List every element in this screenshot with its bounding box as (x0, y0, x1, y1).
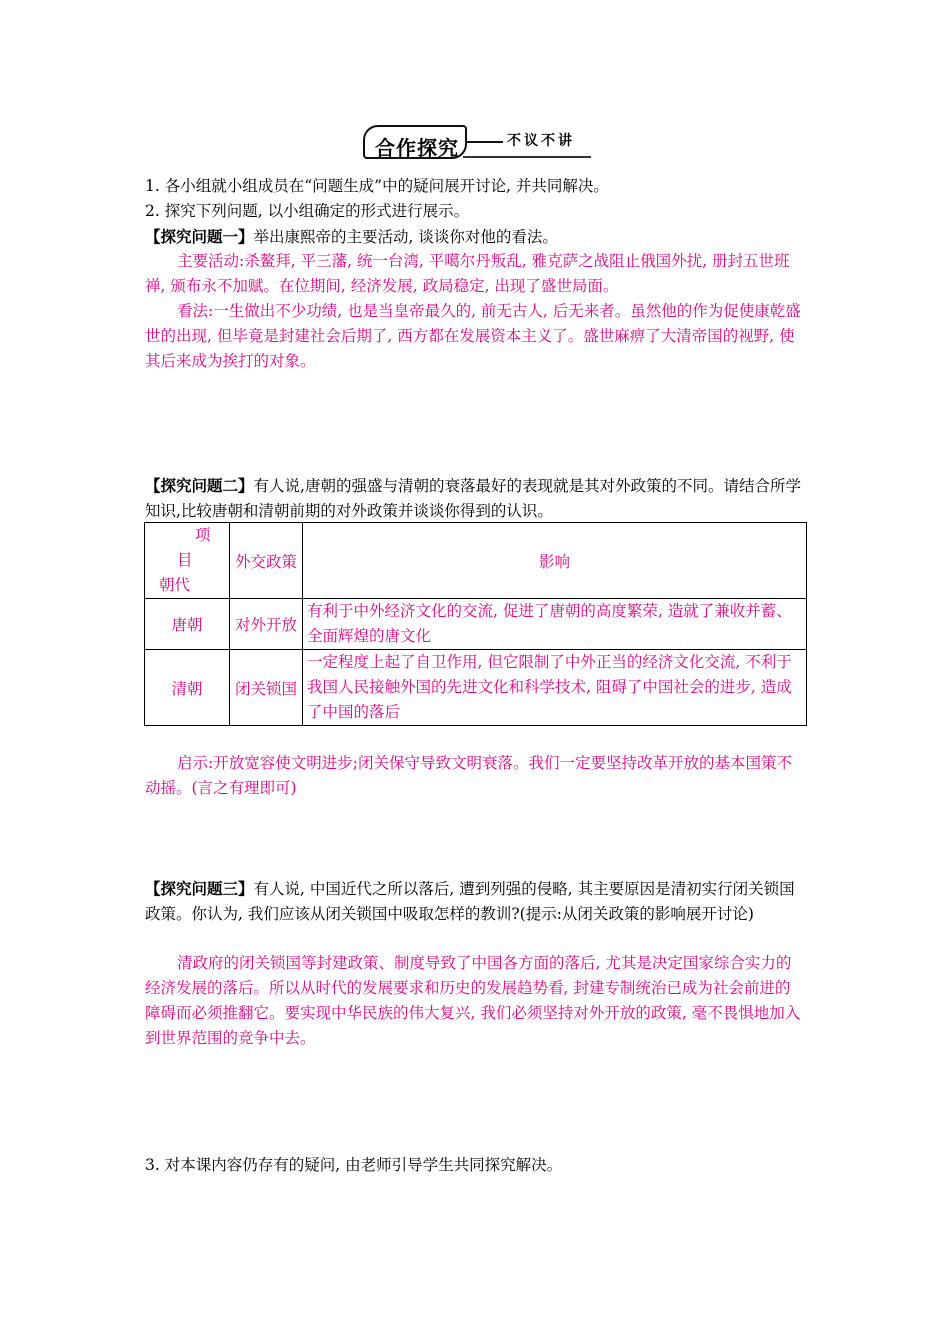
question-3-text: 有人说, 中国近代之所以落后, 遭到列强的侵略, 其主要原因是清初实行闭关锁国政策。你认为, 我们应该从闭关锁国中吸取怎样的教训?(提示:从闭关政策的影响展开讨论) (145, 880, 795, 923)
banner-underline (463, 156, 591, 158)
row-policy: 对外开放 (230, 599, 303, 650)
question-3 (145, 876, 805, 927)
answer-1-view: 看法:一生做出不少功绩, 也是当皇帝最久的, 前无古人, 后无来者。虽然他的作为促使康乾盛世的出现, 但毕竟是封建社会后期了, 西方都在发展资本主义了。盛世麻痹了大清帝国的视野, 使其后来成为挨打的对象。 (145, 302, 801, 370)
row-dynasty: 唐朝 (145, 599, 230, 650)
section-banner (363, 123, 591, 159)
table-row (145, 599, 807, 650)
question-3-label: 【探究问题三】 (145, 879, 254, 898)
answer-3: 清政府的闭关锁国等封建政策、制度导致了中国各方面的落后, 尤其是决定国家综合实力的经济发展的落后。所以从时代的发展要求和历史的发展趋势看, 封建专制统治已成为社会前进的障碍而必须推翻它。要实现中华民族的伟大复兴, 我们必须坚持对外开放的政策, 毫不畏惧地加入到世界范围的竞争中去。 (145, 954, 801, 1047)
header-impact: 影响 (303, 523, 807, 599)
answer-2-insight: 启示:开放宽容使文明进步;闭关保守导致文明衰落。我们一定要坚持改革开放的基本国策不动摇。(言之有理即可) (145, 754, 792, 797)
table-row (145, 650, 807, 726)
corner-mu: 目 (177, 551, 193, 569)
question-2 (145, 473, 805, 524)
row-impact: 一定程度上起了自卫作用, 但它限制了中外正当的经济文化交流, 不利于我国人民接触外国的先进文化和科学技术, 阻碍了中国社会的进步, 造成了中国的落后 (303, 650, 807, 726)
banner-title: 合作探究 (375, 136, 459, 160)
question-1 (145, 224, 805, 250)
closing-note: 3. 对本课内容仍存有的疑问, 由老师引导学生共同探究解决。 (145, 1156, 563, 1174)
intro-line-2: 2. 探究下列问题, 以小组确定的形式进行展示。 (145, 202, 470, 220)
row-policy: 闭关锁国 (230, 650, 303, 726)
answer-1-activities: 主要活动:杀鳌拜, 平三藩, 统一台湾, 平噶尔丹叛乱, 雅克萨之战阻止俄国外扰, 册封五世班禅, 颁布永不加赋。在位期间, 经济发展, 政局稳定, 出现了盛世局面。 (145, 252, 790, 295)
corner-item: 项 (195, 526, 211, 544)
banner-badge (363, 125, 467, 159)
intro-line-1: 1. 各小组就小组成员在“问题生成”中的疑问展开讨论, 并共同解决。 (145, 177, 609, 195)
policy-comparison-table (144, 522, 807, 726)
table-header-row (145, 523, 807, 599)
banner-dash (465, 141, 503, 143)
table-corner-cell (145, 523, 230, 599)
corner-dynasty: 朝代 (159, 576, 191, 594)
question-1-label: 【探究问题一】 (145, 227, 254, 246)
banner-subtitle: 不议不讲 (507, 133, 575, 149)
row-dynasty: 清朝 (145, 650, 230, 726)
question-2-label: 【探究问题二】 (145, 476, 254, 495)
question-2-text: 有人说,唐朝的强盛与清朝的衰落最好的表现就是其对外政策的不同。请结合所学知识,比较唐朝和清朝前期的对外政策并谈谈你得到的认识。 (145, 477, 801, 520)
header-policy: 外交政策 (230, 523, 303, 599)
row-impact: 有利于中外经济文化的交流, 促进了唐朝的高度繁荣, 造就了兼收并蓄、全面辉煌的唐文化 (303, 599, 807, 650)
question-1-text: 举出康熙帝的主要活动, 谈谈你对他的看法。 (253, 228, 558, 246)
